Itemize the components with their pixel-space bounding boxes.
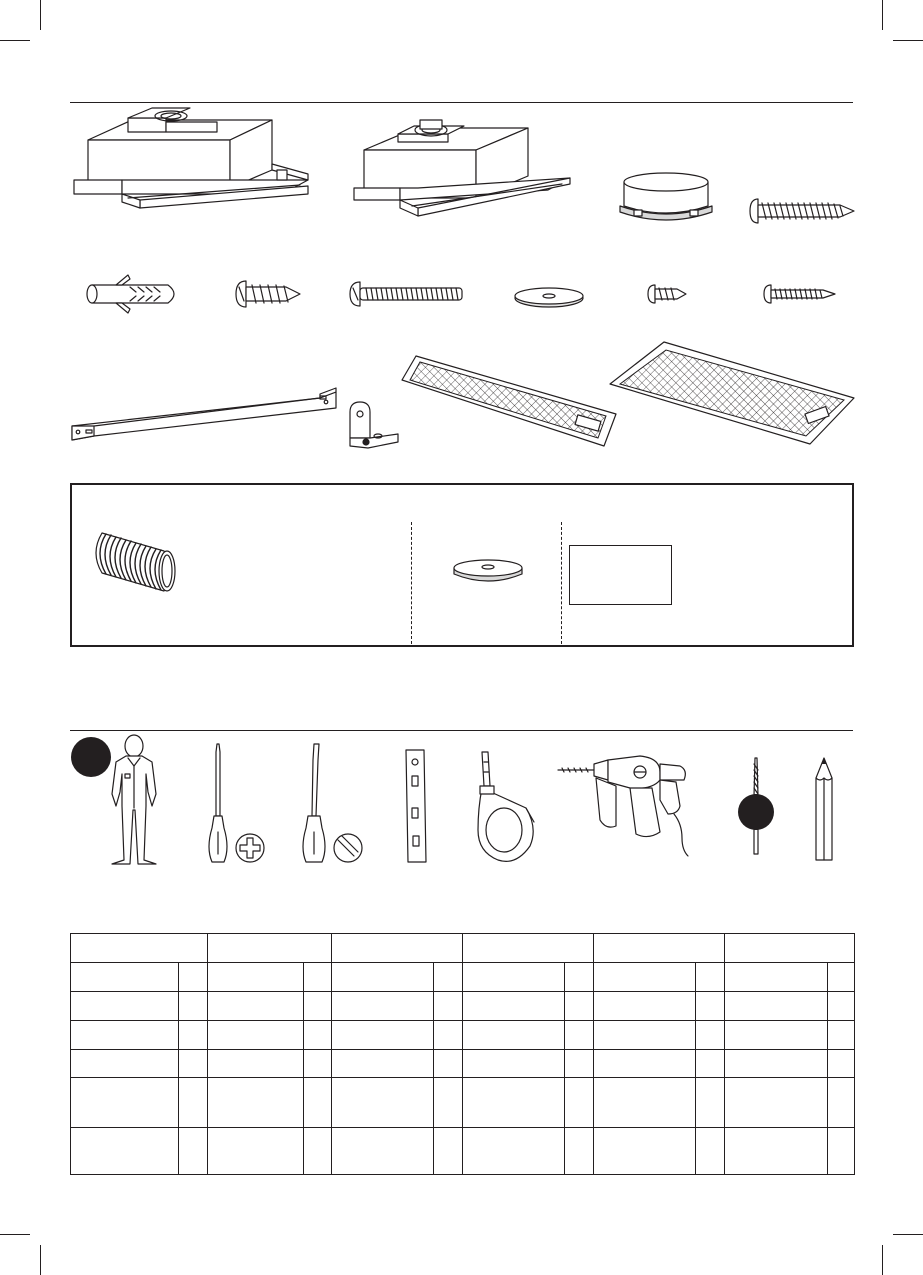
table-cell — [828, 1128, 855, 1175]
table-cell — [304, 1050, 332, 1078]
table-row — [71, 992, 855, 1021]
table-cell — [304, 963, 332, 992]
tape-measure-icon — [472, 750, 540, 864]
table-cell — [332, 992, 434, 1021]
table-cell — [463, 963, 565, 992]
table-cell — [725, 1128, 828, 1175]
thin-screw-icon — [763, 284, 837, 304]
table-cell — [179, 1050, 208, 1078]
table-row — [71, 1128, 855, 1175]
table-cell — [179, 992, 208, 1021]
table-cell — [463, 992, 565, 1021]
box-divider-2 — [561, 522, 562, 644]
crop-mark-tl-v — [40, 0, 41, 30]
crop-mark-bl-h — [0, 1234, 30, 1235]
crop-mark-tr-v — [882, 0, 883, 30]
short-screw-icon — [236, 279, 302, 309]
spirit-level-icon — [400, 748, 430, 864]
table-cell — [208, 1050, 304, 1078]
table-cell — [828, 1050, 855, 1078]
table-cell — [332, 963, 434, 992]
crop-mark-br-v — [882, 1245, 883, 1275]
table-cell — [332, 1021, 434, 1050]
table-cell — [725, 934, 855, 963]
tools-section-rule — [70, 730, 853, 731]
power-drill-icon — [556, 756, 700, 860]
crop-mark-tr-h — [893, 40, 923, 41]
table-cell — [208, 963, 304, 992]
hood-closed-icon — [352, 120, 574, 228]
table-cell — [304, 992, 332, 1021]
table-row — [71, 1050, 855, 1078]
table-cell — [434, 1128, 463, 1175]
wall-plug-icon — [84, 275, 184, 313]
drill-bit-icon — [736, 756, 778, 858]
table-header-row — [71, 934, 855, 963]
flexible-duct-icon — [88, 527, 178, 599]
table-cell — [594, 934, 725, 963]
table-cell — [71, 963, 179, 992]
table-row — [71, 1078, 855, 1128]
table-cell — [71, 1078, 179, 1128]
table-cell — [696, 1050, 725, 1078]
table-cell — [565, 1128, 594, 1175]
table-cell — [434, 963, 463, 992]
table-cell — [208, 1128, 304, 1175]
table-cell — [565, 1021, 594, 1050]
table-cell — [208, 1021, 304, 1050]
table-cell — [725, 963, 828, 992]
table-cell — [71, 1021, 179, 1050]
hood-open-icon — [72, 108, 317, 226]
grease-filter-2-icon — [608, 340, 856, 446]
small-screw-icon — [647, 283, 687, 305]
crop-mark-br-h — [893, 1234, 923, 1235]
table-cell — [594, 1050, 696, 1078]
crop-mark-tl-h — [0, 40, 30, 41]
table-cell — [594, 1128, 696, 1175]
table-cell — [463, 1078, 565, 1128]
table-cell — [696, 1128, 725, 1175]
table-cell — [696, 963, 725, 992]
table-cell — [828, 992, 855, 1021]
mounting-bar-icon — [70, 388, 338, 446]
table-cell — [179, 1078, 208, 1128]
table-cell — [71, 1128, 179, 1175]
box-divider-1 — [411, 522, 412, 644]
table-cell — [565, 992, 594, 1021]
table-cell — [463, 1021, 565, 1050]
table-row — [71, 963, 855, 992]
flat-screwdriver-icon — [298, 742, 366, 866]
table-cell — [434, 1078, 463, 1128]
table-cell — [565, 1078, 594, 1128]
table-cell — [434, 992, 463, 1021]
table-cell — [179, 1128, 208, 1175]
table-cell — [332, 1128, 434, 1175]
table-cell — [725, 992, 828, 1021]
air-outlet-collar-icon — [616, 172, 716, 227]
table-cell — [304, 1078, 332, 1128]
table-cell — [594, 992, 696, 1021]
table-cell — [332, 1050, 434, 1078]
table-cell — [208, 934, 332, 963]
table-cell — [725, 1021, 828, 1050]
table-cell — [208, 992, 304, 1021]
parts-section-rule — [70, 102, 853, 103]
table-cell — [434, 1050, 463, 1078]
table-cell — [332, 1078, 434, 1128]
table-cell — [725, 1050, 828, 1078]
table-cell — [594, 1078, 696, 1128]
table-cell — [696, 992, 725, 1021]
table-cell — [463, 1128, 565, 1175]
table-cell — [828, 1078, 855, 1128]
table-cell — [565, 963, 594, 992]
pencil-icon — [812, 756, 836, 864]
grease-filter-1-icon — [400, 350, 618, 450]
table-cell — [332, 934, 463, 963]
carbon-filter-disc-icon — [452, 558, 524, 586]
blank-label-box — [569, 545, 672, 605]
washer-icon — [513, 286, 585, 308]
table-cell — [434, 1021, 463, 1050]
dimension-table — [70, 933, 855, 1175]
table-cell — [304, 1128, 332, 1175]
table-cell — [71, 992, 179, 1021]
table-cell — [71, 1050, 179, 1078]
table-cell — [208, 1078, 304, 1128]
crop-mark-bl-v — [40, 1245, 41, 1275]
table-cell — [696, 1021, 725, 1050]
table-cell — [463, 1050, 565, 1078]
long-screw-icon — [748, 197, 856, 225]
table-cell — [594, 1021, 696, 1050]
installer-person-icon — [106, 734, 162, 866]
table-cell — [828, 1021, 855, 1050]
table-cell — [463, 934, 594, 963]
table-cell — [565, 1050, 594, 1078]
table-cell — [179, 1021, 208, 1050]
phillips-screwdriver-icon — [204, 742, 268, 866]
table-cell — [828, 963, 855, 992]
angle-bracket-icon — [344, 398, 400, 450]
table-row — [71, 1021, 855, 1050]
table-cell — [71, 934, 208, 963]
table-cell — [304, 1021, 332, 1050]
table-cell — [696, 1078, 725, 1128]
table-cell — [179, 963, 208, 992]
table-cell — [725, 1078, 828, 1128]
machine-bolt-icon — [348, 280, 466, 308]
table-cell — [594, 963, 696, 992]
